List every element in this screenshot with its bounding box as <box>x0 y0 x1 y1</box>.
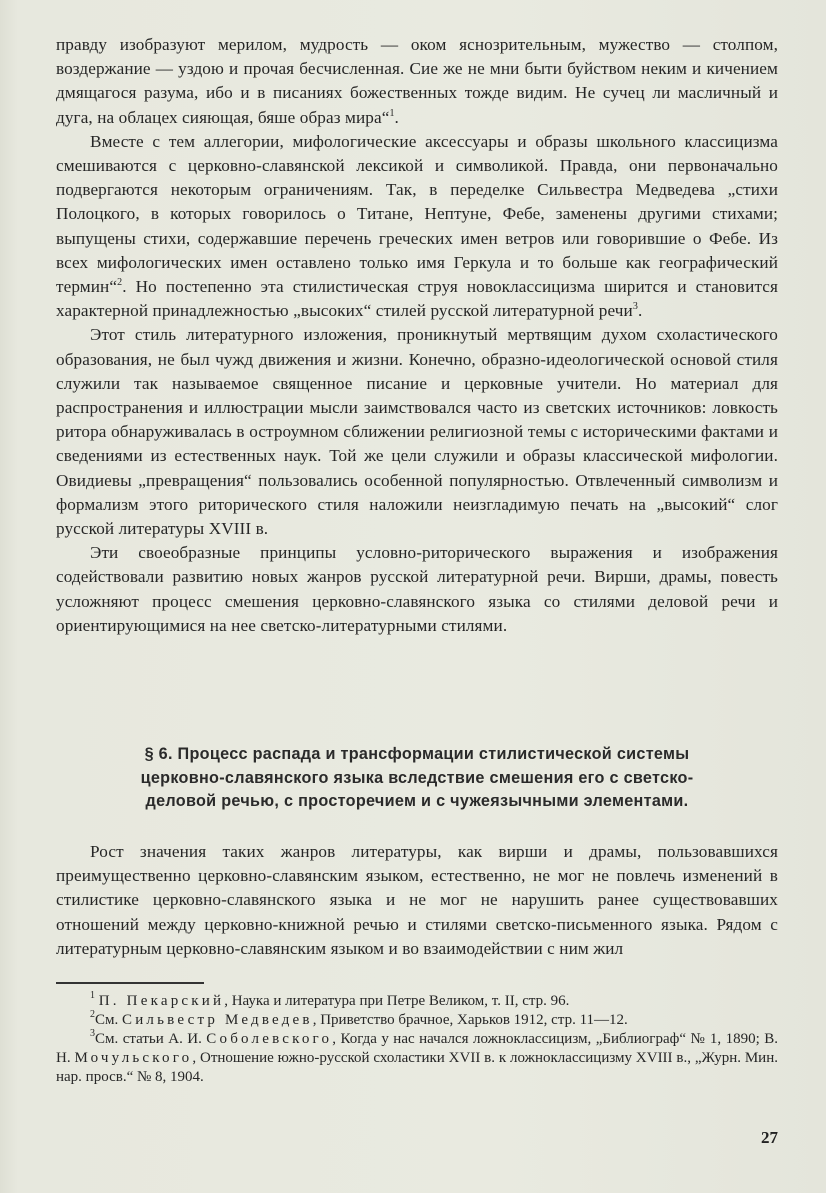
paragraph-quote-continuation <box>56 33 778 130</box>
section-heading-line: деловой речью, с просторечием и с чужеязычными элементами. <box>145 792 689 810</box>
footnote-ref-3[interactable]: 3 <box>632 301 638 313</box>
footnote-author: Сильвестр Медведев <box>122 1012 313 1028</box>
footnote-text: , Наука и литература при Петре Великом, т. II, стр. 96. <box>224 993 570 1009</box>
paragraph-text-tail: . <box>394 107 399 127</box>
paragraph-allegories <box>56 130 778 324</box>
paragraph-text: правду изобразуют мерилом, мудрость — оком яснозрительным, мужество — столпом, воздержание — уздою и прочая бесчисленная. Сие же не мни быти буйством неким и кичением дмящагося разума, ибо и в писаниях божественных тожде видим. Не сучец ли масличный и дуга, на облацех сияющая, бяше образ мира“ <box>56 35 778 127</box>
page-number: 27 <box>761 1128 778 1147</box>
footnote-ref-1[interactable]: 1 <box>389 107 395 119</box>
footnote-marker: 2 <box>90 1009 95 1020</box>
footnote-1 <box>56 992 778 1011</box>
footnote-2 <box>56 1011 778 1030</box>
paragraph-principles: Эти своеобразные принципы условно-риторического выражения и изображения содействовали развитию новых жанров русской литературной речи. Вирши, драмы, повесть усложняют процесс смешения церковно-славянского языка со стилями деловой речи и ориентирующимися на нее светско-литературными стилями. <box>56 543 778 635</box>
footnote-prefix: См. статьи А. И. <box>95 1031 207 1047</box>
footnotes <box>56 992 778 1087</box>
footnote-ref-2[interactable]: 2 <box>117 277 123 289</box>
footnote-text: , Когда у нас начался ложноклассицизм, „Библиограф“ № 1, 1890; В. Н. <box>56 1031 778 1066</box>
footnote-marker: 1 <box>90 990 95 1001</box>
section-heading-line: церковно-славянского языка вследствие смешения его с светско- <box>140 768 694 787</box>
footnote-divider <box>56 982 204 984</box>
body-text-upper <box>56 33 778 638</box>
footnote-text: , Приветство брачное, Харьков 1912, стр. 11—12. <box>312 1012 628 1028</box>
footnote-author: Мочульского <box>74 1050 193 1066</box>
paragraph-growth-of-genres: Рост значения таких жанров литературы, как вирши и драмы, пользовавшихся преимущественно церковно-славянским языком, естественно, не мог не повлечь изменений в стилистике церковно-славянского языка и не мог не нарушить ранее существовавших отношений между церковно-книжной речью и стилями светско-письменного языка. Рядом с литературным церковно-славянским языком и во взаимодействии с ним жил <box>56 842 778 958</box>
footnote-marker: 3 <box>90 1028 95 1039</box>
paragraph-text-tail: . Но постепенно эта стилистическая струя новоклассицизма ширится и становится характерной принадлежностью „высоких“ стилей русской литературной речи <box>56 277 778 321</box>
paragraph-scholastic-style: Этот стиль литературного изложения, проникнутый мертвящим духом схоластического образования, не был чужд движения и жизни. Конечно, образно-идеологической основой стиля служили так называемое священное писание и церковные учители. Но материал для распространения и иллюстрации мысли заимствовался часто из светских источников: ловкость ритора обнаруживалась в остроумном сближении религиозной темы с историческими фактами и сведениями из естественных наук. Той же цели служили и образы классической мифологии. Овидиевы „превращения“ пользовались особенной популярностью. Отвлеченный символизм и формализм этого риторического стиля наложили неизгладимую печать на „высокий“ слог русской литературы XVIII в. <box>56 325 778 539</box>
paragraph-text: Вместе с тем аллегории, мифологические аксессуары и образы школьного классицизма смешиваются с церковно-славянской лексикой и символикой. Правда, они первоначально подвергаются некоторым ограничениям. Так, в переделке Сильвестра Медведева „стихи Полоцкого, в которых говорилось о Титане, Нептуне, Фебе, заменены другими стихами; выпущены стихи, содержавшие перечень греческих имен ветров или говорившие о Фебе. Из всех мифологических имен оставлено только имя Геркула и то больше как географический термин“ <box>56 131 778 297</box>
footnote-3 <box>56 1030 778 1087</box>
body-text-lower <box>56 840 778 961</box>
footnote-author: Соболевского <box>206 1031 333 1047</box>
footnote-author: П. Пекарский <box>98 993 225 1009</box>
section-heading-line: § 6. Процесс распада и трансформации стилистической системы <box>144 745 690 763</box>
paragraph-text-tail: . <box>637 301 643 321</box>
footnote-text: , Отношение южно-русской схоластики XVII в. к ложноклассицизму XVIII в., „Журн. Мин. нар. просв.“ № 8, 1904. <box>56 1050 778 1085</box>
section-heading <box>56 743 778 814</box>
footnote-prefix: См. <box>95 1012 122 1028</box>
